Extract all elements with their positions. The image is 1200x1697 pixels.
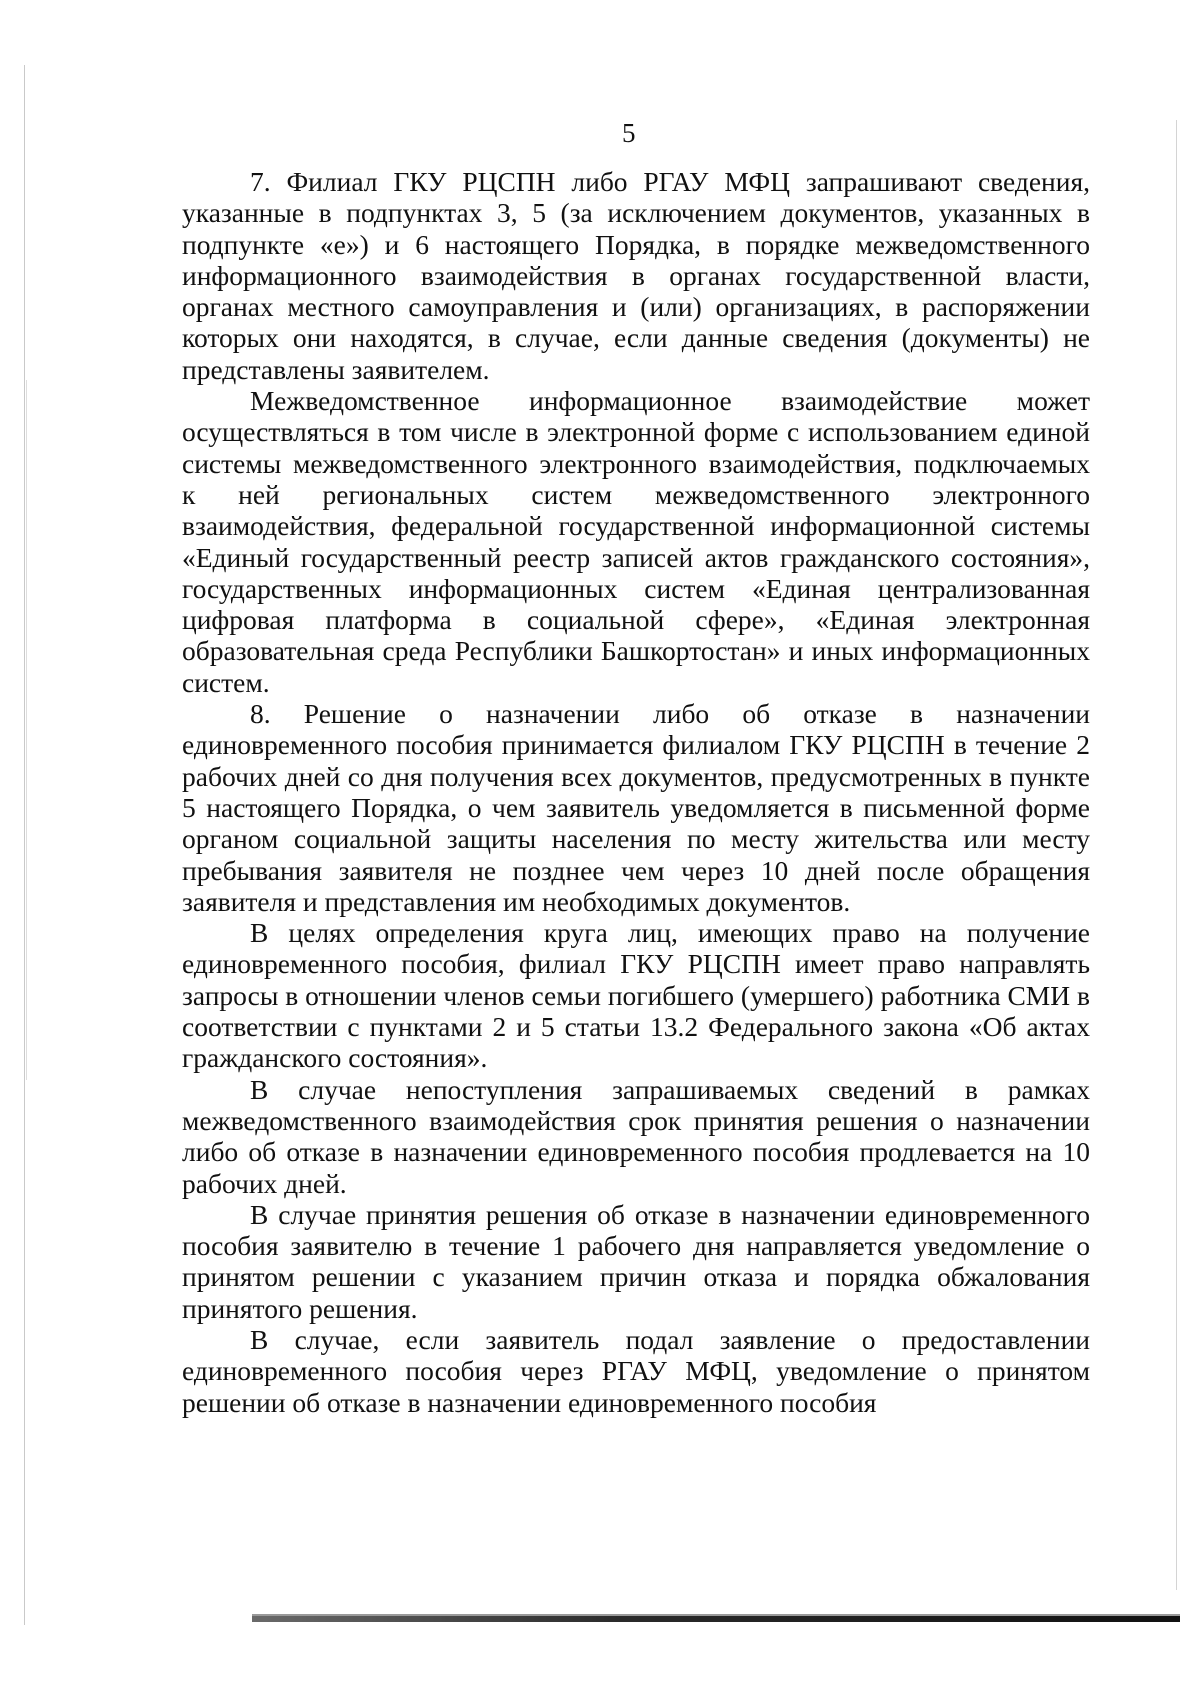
scan-edge-left <box>24 65 25 1625</box>
paragraph-refusal-notice: В случае принятия решения об отказе в назначении единовременного пособия заявителю в течение 1 рабочего дня направляется уведомление о принятом решении с указанием причин отказа и порядка обжалования принятого решения. <box>182 1198 1090 1324</box>
scan-bottom-edge <box>252 1616 1180 1622</box>
paragraph-mfc-notice: В случае, если заявитель подал заявление о предоставлении единовременного пособия через РГАУ МФЦ, уведомление о принятом решении об отказе в назначении единовременного пособия <box>182 1323 1090 1418</box>
document-body <box>182 166 1090 1418</box>
scan-edge-left-secondary <box>26 380 27 1080</box>
paragraph-8: 8. Решение о назначении либо об отказе в назначении единовременного пособия принимается филиалом ГКУ РЦСПН в течение 2 рабочих дней со дня получения всех документов, предусмотренных в пункте 5 настоящего Порядка, о чем заявитель уведомляется в письменной форме органом социальной защиты населения по месту жительства или месту пребывания заявителя не позднее чем через 10 дней после обращения заявителя и представления им необходимых документов. <box>182 698 1090 917</box>
paragraph-deadline-extension: В случае непоступления запрашиваемых сведений в рамках межведомственного взаимодействия срок принятия решения о назначении либо об отказе в назначении единовременного пособия продлевается на 10 рабочих дней. <box>182 1073 1090 1199</box>
paragraph-7: 7. Филиал ГКУ РЦСПН либо РГАУ МФЦ запрашивают сведения, указанные в подпунктах 3, 5 (за исключением документов, указанных в подпункте «е») и 6 настоящего Порядка, в порядке межведомственного информационного взаимодействия в органах государственной власти, органах местного самоуправления и (или) организациях, в распоряжении которых они находятся, в случае, если данные сведения (документы) не представлены заявителем. <box>182 166 1090 385</box>
paragraph-family-requests: В целях определения круга лиц, имеющих право на получение единовременного пособия, филиал ГКУ РЦСПН имеет право направлять запросы в отношении членов семьи погибшего (умершего) работника СМИ в соответствии с пунктами 2 и 5 статьи 13.2 Федерального закона «Об актах гражданского состояния». <box>182 917 1090 1074</box>
paragraph-interagency-interaction: Межведомственное информационное взаимодействие может осуществляться в том числе в электронной форме с использованием единой системы межведомственного электронного взаимодействия, подключаемых к ней региональных систем межведомственного электронного взаимодействия, федеральной государственной информационной системы «Единый государственный реестр записей актов гражданского состояния», государственных информационных систем «Единая централизованная цифровая платформа в социальной сфере», «Единая электронная образовательная среда Республики Башкортостан» и иных информационных систем. <box>182 385 1090 698</box>
scan-edge-right <box>1176 120 1177 1590</box>
page-number: 5 <box>622 118 636 148</box>
